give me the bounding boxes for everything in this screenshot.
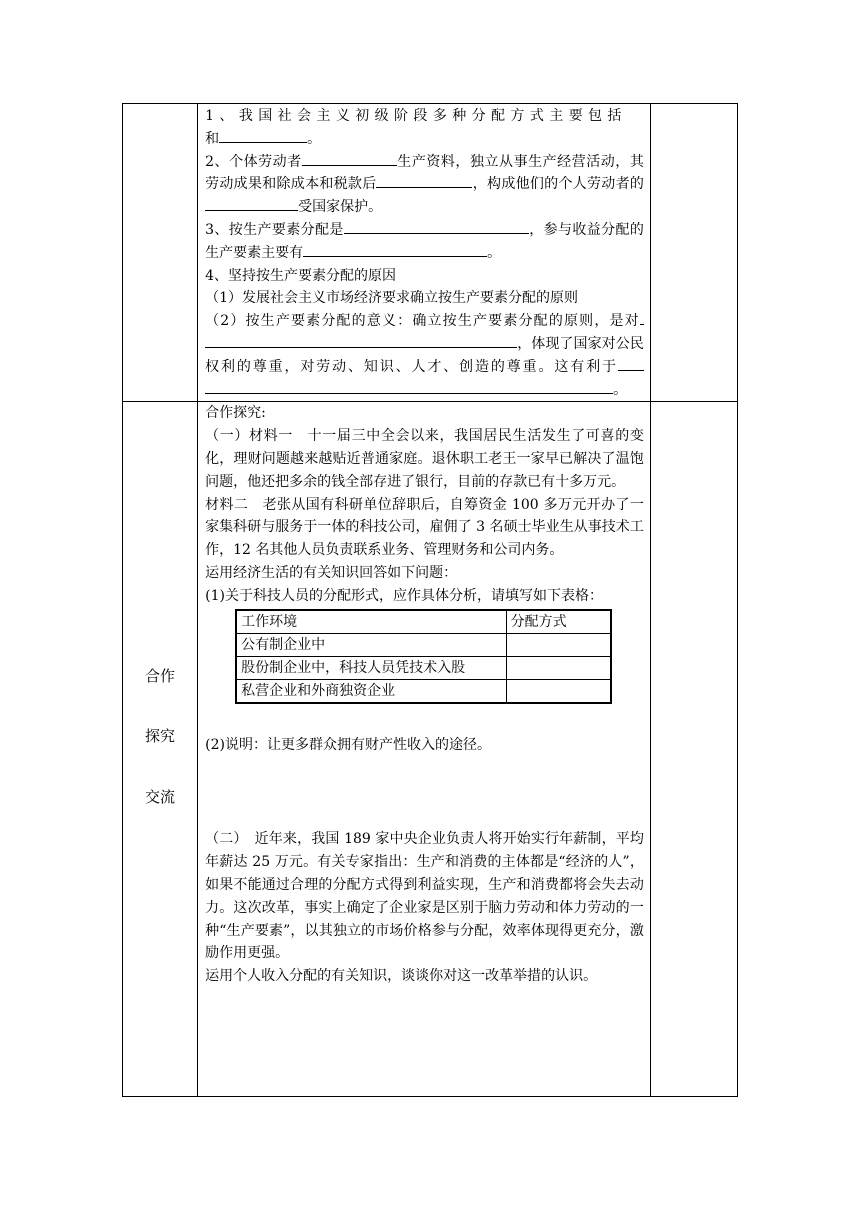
row2-content-cell — [198, 402, 651, 1097]
row1-content-cell — [198, 104, 651, 402]
part-2-question: 运用个人收入分配的有关知识，谈谈你对这一改革举措的认识。 — [205, 968, 598, 985]
fill-blank[interactable] — [219, 128, 307, 143]
material-2: 材料二 老张从国有科研单位辞职后，自筹资金 100 多万元开办了一家集科研与服务于一体的科技公司，雇佣了 3 名硕士毕业生从事技术工作，12 名其他人员负责联系业务、管理财务和公司内务。 — [205, 496, 644, 559]
question-4: 4、坚持按生产要素分配的原因 — [205, 267, 397, 284]
fill-blank[interactable] — [205, 379, 613, 394]
table-row — [236, 633, 611, 656]
section-heading: 合作探究: — [205, 405, 266, 422]
cooperation-row — [123, 402, 738, 1097]
question-3: 3、按生产要素分配是 ，参与收益分配的生产要素主要有 。 — [205, 219, 644, 265]
fill-blank[interactable] — [303, 242, 487, 257]
fill-blank[interactable] — [640, 310, 644, 325]
table-header-row — [236, 610, 611, 634]
question-2: 2、个体劳动者 生产资料，独立从事生产经营活动，其劳动成果和除成本和税款后 ，构成他们的个人劳动者的受国家保护。 — [205, 151, 644, 219]
distribution-table — [235, 609, 612, 704]
material-1: （一）材料一 十一届三中全会以来，我国居民生活发生了可喜的变化，理财问题越来越贴近普通家庭。退休职工老王一家早已解决了温饱问题，他还把多余的钱全部存进了银行，目前的存款已有十多万元。 — [205, 428, 644, 490]
row1-left-cell — [123, 104, 198, 402]
table-header-cell: 分配方式 — [506, 610, 611, 634]
table-cell: 私营企业和外商独资企业 — [236, 679, 506, 703]
sub-question-2: (2)说明：让更多群众拥有财产性收入的途径。 — [205, 736, 491, 753]
knowledge-row — [123, 104, 738, 402]
table-header-cell: 工作环境 — [236, 610, 506, 634]
answer-space[interactable] — [205, 756, 644, 828]
answer-cell[interactable] — [506, 679, 611, 703]
worksheet-table — [122, 103, 738, 1097]
table-cell: 股份制企业中，科技人员凭技术入股 — [236, 656, 506, 679]
question-1-cont: 和 。 — [205, 128, 644, 151]
row2-right-cell — [650, 402, 737, 1097]
answer-cell[interactable] — [506, 656, 611, 679]
answer-cell[interactable] — [506, 633, 611, 656]
section-label-3: 交流 — [145, 788, 176, 807]
row1-right-cell — [650, 104, 737, 402]
fill-blank[interactable] — [205, 196, 298, 211]
section-label-2: 探究 — [145, 727, 176, 746]
fill-blank[interactable] — [302, 151, 397, 166]
section-label-1: 合作 — [145, 667, 176, 686]
fill-blank[interactable] — [205, 333, 517, 348]
question-4-2: （2）按生产要素分配的意义：确立按生产要素分配的原则，是对，体现了国家对公民权利的尊重，对劳动、知识、人才、创造的尊重。这有利于。 — [205, 310, 644, 401]
part-2-material: （二） 近年来，我国 189 家中央企业负责人将开始实行年薪制，平均年薪达 25 万元。有关专家指出：生产和消费的主体都是“经济的人”，如果不能通过合理的分配方式得到利益实现，生产和消费都将会失去动力。这次改革，事实上确定了企业家是区别于脑力劳动和体力劳动的一种“生产要素”，以其独立的市场价格参与分配，效率体现得更充分，激励作用更强。 — [205, 831, 644, 962]
table-row — [236, 656, 611, 679]
section-label-cell — [123, 402, 198, 1097]
sub-question-1: (1)关于科技人员的分配形式，应作具体分析，请填写如下表格： — [205, 587, 603, 604]
answer-prompt: 运用经济生活的有关知识回答如下问题： — [205, 564, 458, 581]
fill-blank[interactable] — [618, 356, 644, 371]
question-1: 1、我国社会主义初级阶段多种分配方式主要包括 — [205, 108, 627, 124]
table-row — [236, 679, 611, 703]
question-4-1: （1）发展社会主义市场经济要求确立按生产要素分配的原则 — [205, 290, 579, 307]
table-cell: 公有制企业中 — [236, 633, 506, 656]
fill-blank[interactable] — [376, 173, 472, 188]
fill-blank[interactable] — [344, 219, 529, 234]
